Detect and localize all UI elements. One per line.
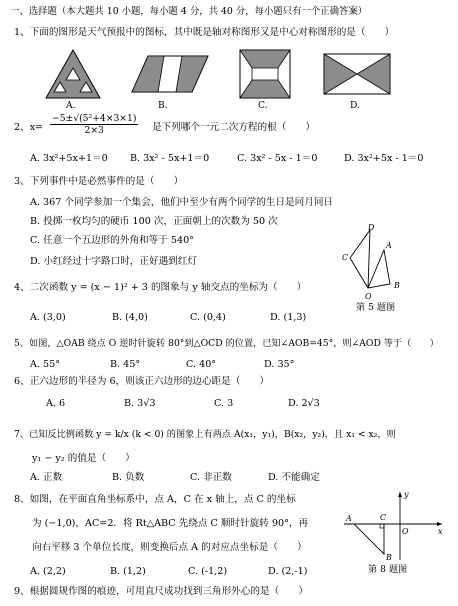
q6-option-c: C. 3 — [214, 398, 234, 409]
fig5-caption: 第 5 题图 — [356, 302, 396, 313]
q8-option-d: D. (2,-1) — [268, 566, 308, 577]
q8-option-a: A. (2,2) — [30, 566, 66, 577]
q3-stem: 3、下列事件中是必然事件的是（ ） — [14, 176, 184, 187]
q2-option-a: A. 3x²+5x+1＝0 — [30, 153, 108, 164]
q4-option-d: D. (1,3) — [270, 312, 307, 323]
figure-5 — [328, 222, 408, 306]
q7-option-c: C. 非正数 — [190, 472, 232, 483]
q3-option-d: D. 小红经过十字路口时，正好遇到红灯 — [30, 256, 197, 267]
q2-option-d: D. 3x²+5x - 1＝0 — [344, 153, 424, 164]
fig8-point-a: A — [346, 514, 352, 523]
fig5-point-a: A — [386, 241, 392, 250]
q6-stem: 6、正六边形的半径为 6，则该正六边形的边心距是（ ） — [14, 376, 270, 387]
q5-option-b: B. 45° — [110, 359, 141, 370]
q1-figure-a — [44, 48, 102, 100]
fig8-point-b: B — [386, 553, 392, 562]
fig8-caption: 第 8 题图 — [368, 564, 408, 575]
q4-option-c: C. (0,4) — [190, 312, 226, 323]
q1-figure-c — [238, 48, 292, 100]
q5-option-c: C. 40° — [186, 359, 217, 370]
q8-option-c: C. (-1,2) — [188, 566, 228, 577]
q8-line-2: 为 (−1,0)，AC=2．将 Rt△ABC 先绕点 C 顺时针旋转 90°，再 — [32, 518, 309, 529]
fig8-axis-x: x — [438, 527, 443, 536]
q1-stem: 1、下面的图形是天气预报中的图标，其中既是轴对称图形又是中心对称图形的是（ ） — [14, 27, 395, 38]
fig5-point-c: C — [342, 253, 349, 262]
q4-option-b: B. (4,0) — [112, 312, 148, 323]
q2-fraction — [50, 113, 138, 136]
q2-denominator: 2×3 — [84, 125, 104, 136]
q5-stem: 5、如图，△OAB 绕点 O 逆时针旋转 80°到△OCD 的位置，已知∠AOB=45°，则∠AOD 等于（ ） — [14, 338, 439, 349]
q7-option-b: B. 负数 — [112, 472, 145, 483]
q4-stem: 4、二次函数 y = (x − 1)² + 3 的图象与 y 轴交点的坐标为（ ） — [14, 282, 307, 293]
q2-suffix: 是下列哪个一元二次方程的根（ ） — [152, 122, 316, 133]
figure-8 — [342, 488, 446, 562]
fig8-point-c: C — [380, 513, 387, 522]
q8-line-3: 向右平移 3 个单位长度，则变换后点 A 的对应点坐标是（ ） — [32, 542, 307, 553]
q1-figure-d — [322, 52, 392, 96]
q4-option-a: A. (3,0) — [30, 312, 66, 323]
q6-option-b: B. 3√3 — [124, 398, 156, 409]
q6-option-a: A. 6 — [46, 398, 66, 409]
q1-label-b: B. — [158, 100, 168, 111]
section-header: 一、选择题（本大题共 10 小题，每小题 4 分，共 40 分，每小题只有一个正确答案） — [10, 6, 368, 17]
q7-option-a: A. 正数 — [30, 472, 63, 483]
fig5-point-o: O — [365, 292, 372, 301]
q3-option-c: C. 任意一个五边形的外角和等于 540° — [30, 235, 194, 246]
q5-option-a: A. 55° — [30, 359, 61, 370]
q6-option-d: D. 2√3 — [288, 398, 320, 409]
q9-stem: 9、根据圆规作图的痕迹，可用直尺成功找到三角形外心的是（ ） — [14, 586, 308, 597]
q3-option-b: B. 投掷一枚均匀的硬币 100 次，正面朝上的次数为 50 次 — [30, 216, 278, 227]
q7-stem: 7、已知反比例函数 y = k/x (k < 0) 的图象上有两点 A(x₁，y₁)，B(x₂，y₂)，且 x₁ < x₂，则 — [14, 429, 396, 440]
q8-option-b: B. (1,2) — [110, 566, 146, 577]
q8-line-1: 8、如图，在平面直角坐标系中，点 A，C 在 x 轴上，点 C 的坐标 — [14, 494, 296, 505]
fig5-point-d: D — [368, 223, 375, 232]
q2-option-c: C. 3x² - 5x - 1＝0 — [237, 153, 318, 164]
q1-label-d: D. — [350, 100, 360, 111]
q7-option-d: D. 不能确定 — [268, 472, 320, 483]
q1-label-a: A. — [66, 100, 76, 111]
q2-option-b: B. 3x² - 5x+1＝0 — [130, 153, 210, 164]
fig8-axis-y: y — [404, 490, 409, 499]
q3-option-a: A. 367 个同学参加一个集会，他们中至少有两个同学的生日是同月同日 — [30, 197, 334, 208]
q2-numerator: −5±√(5²+4×3×1) — [52, 113, 137, 124]
q1-label-c: C. — [258, 100, 268, 111]
q2-prefix: 2、x= — [14, 122, 44, 133]
q7-stem-2: y₁ − y₂ 的值是（ ） — [32, 453, 135, 464]
fig5-point-b: B — [394, 281, 400, 290]
q1-figure-b — [130, 52, 210, 96]
q5-option-d: D. 35° — [264, 359, 295, 370]
fig8-point-o: O — [402, 527, 409, 536]
